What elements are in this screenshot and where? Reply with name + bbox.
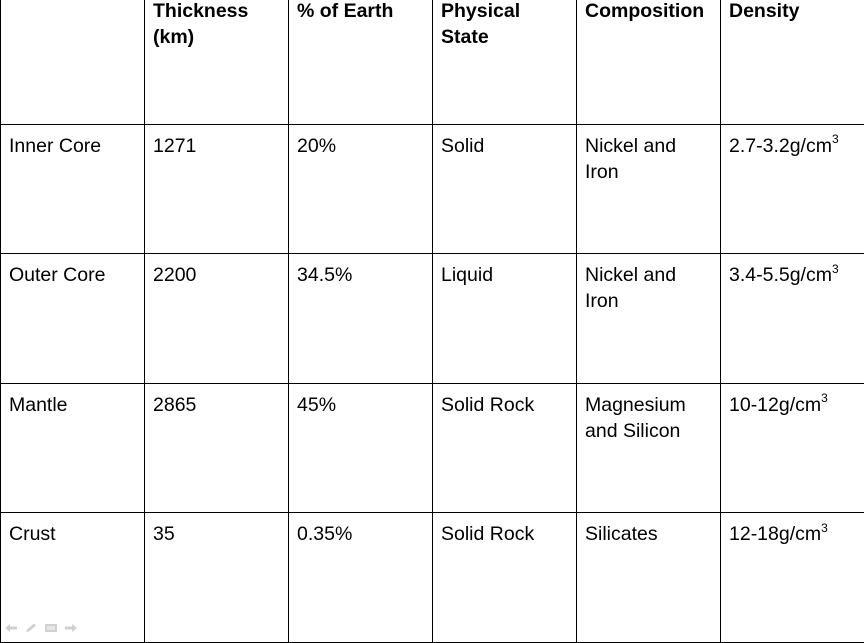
header-cell-blank — [1, 0, 145, 124]
state-cell: Solid Rock — [433, 513, 577, 643]
header-cell-composition: Composition — [577, 0, 721, 124]
layer-name-cell: Crust — [1, 513, 145, 643]
state-cell: Liquid — [433, 254, 577, 384]
table-row — [1, 124, 864, 254]
composition-cell: Silicates — [577, 513, 721, 643]
table-row — [1, 254, 864, 384]
thickness-cell: 35 — [145, 513, 289, 643]
layer-name-cell: Outer Core — [1, 254, 145, 384]
state-cell: Solid — [433, 124, 577, 254]
slideshow-controls — [4, 622, 78, 634]
density-exponent: 3 — [821, 391, 828, 405]
composition-cell: Nickel and Iron — [577, 254, 721, 384]
percent-cell: 45% — [289, 383, 433, 513]
thickness-cell: 2200 — [145, 254, 289, 384]
density-value: 10-12g/cm — [729, 394, 821, 416]
slides-icon[interactable] — [44, 623, 58, 633]
percent-cell: 20% — [289, 124, 433, 254]
layer-name-cell: Mantle — [1, 383, 145, 513]
layer-name-cell: Inner Core — [1, 124, 145, 254]
density-value: 2.7-3.2g/cm — [729, 135, 832, 157]
composition-cell: Nickel and Iron — [577, 124, 721, 254]
density-exponent: 3 — [832, 132, 839, 146]
density-value: 3.4-5.5g/cm — [729, 264, 832, 286]
thickness-cell: 2865 — [145, 383, 289, 513]
previous-arrow-icon[interactable] — [4, 623, 18, 633]
percent-cell: 34.5% — [289, 254, 433, 384]
state-cell: Solid Rock — [433, 383, 577, 513]
table-row — [1, 383, 864, 513]
density-exponent: 3 — [821, 521, 828, 535]
density-exponent: 3 — [832, 262, 839, 276]
density-cell — [721, 124, 864, 254]
pen-icon[interactable] — [24, 623, 38, 633]
header-cell-thickness: Thickness (km) — [145, 0, 289, 124]
density-cell — [721, 254, 864, 384]
density-cell — [721, 383, 864, 513]
table-row — [1, 513, 864, 643]
density-value: 12-18g/cm — [729, 523, 821, 545]
header-cell-density: Density — [721, 0, 864, 124]
next-arrow-icon[interactable] — [64, 623, 78, 633]
percent-cell: 0.35% — [289, 513, 433, 643]
header-cell-percent: % of Earth — [289, 0, 433, 124]
composition-cell: Magnesium and Silicon — [577, 383, 721, 513]
thickness-cell: 1271 — [145, 124, 289, 254]
header-cell-state: Physical State — [433, 0, 577, 124]
header-row — [1, 0, 864, 124]
density-cell — [721, 513, 864, 643]
